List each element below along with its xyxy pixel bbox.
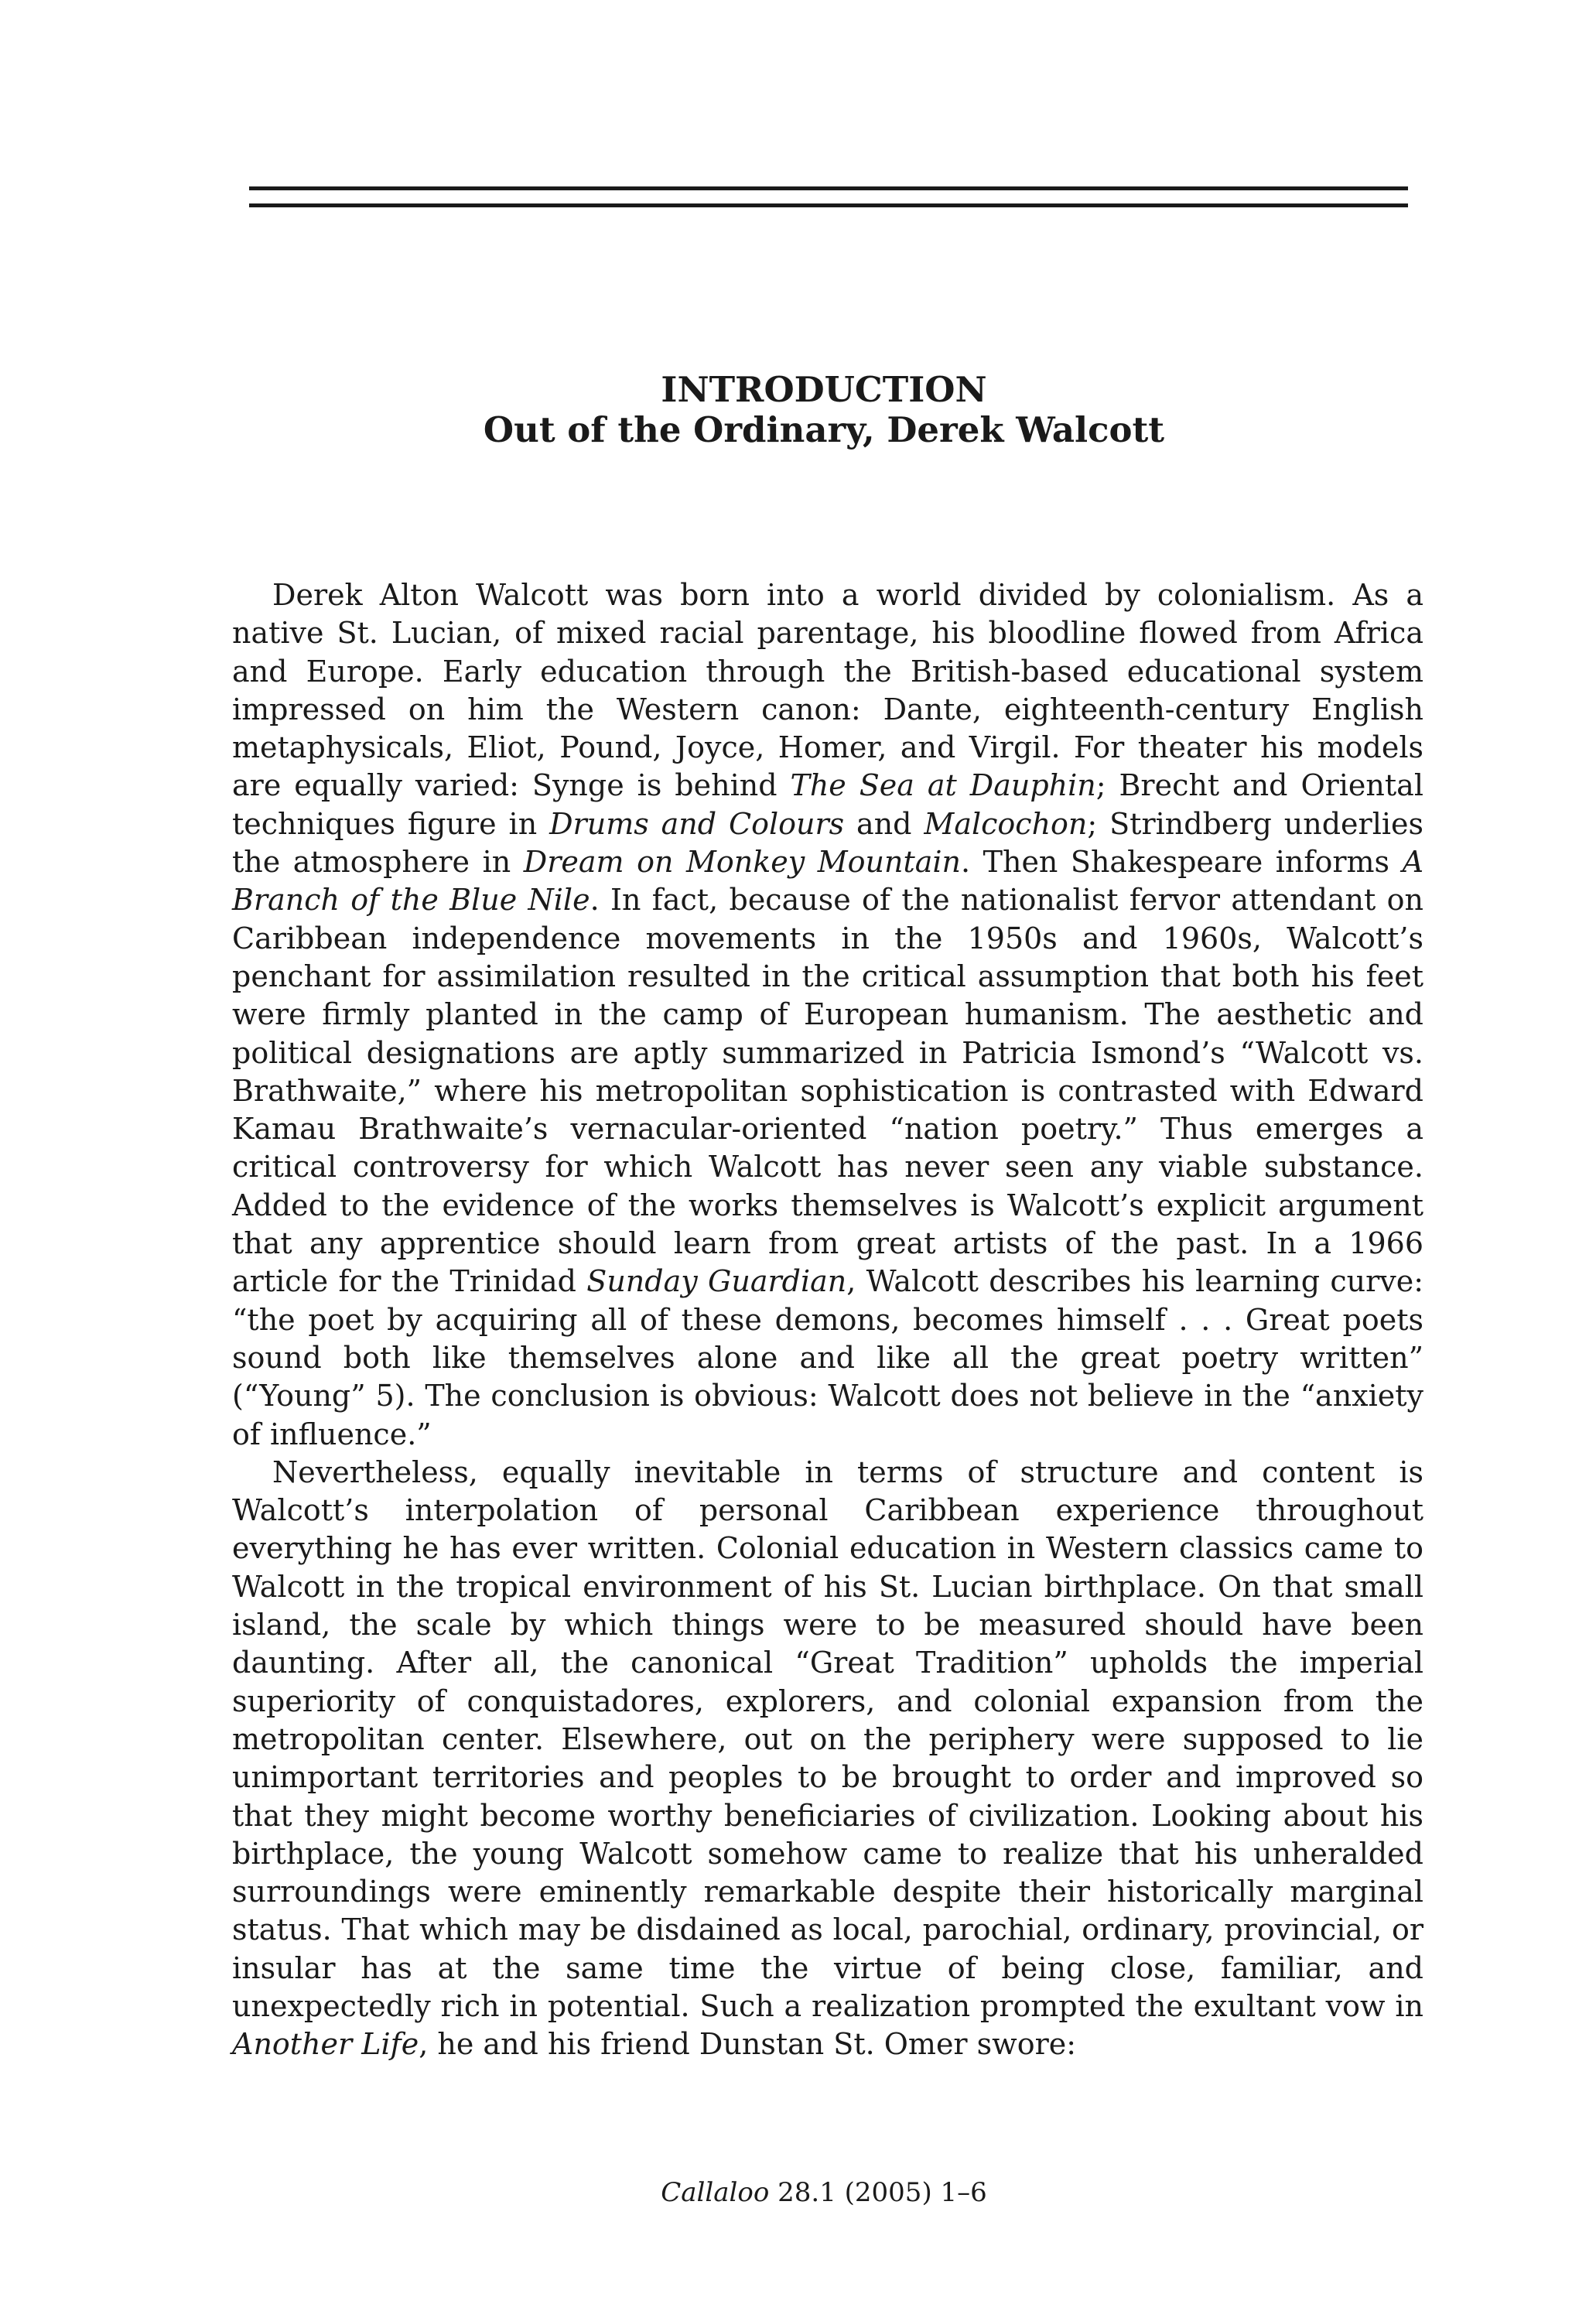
header-rule-bottom — [249, 203, 1408, 207]
italic-title: Malcochon — [924, 806, 1088, 841]
italic-title: Sunday Guardian — [586, 1264, 847, 1299]
text-run: and — [844, 806, 924, 841]
text-run: ; Brecht and Oriental techniques figure in — [232, 768, 1423, 841]
article-body — [232, 576, 1423, 2064]
text-run: , Walcott describes his learning curve: “the poet by acquiring all of these demons, becomes himself . . . Great poets sound both like themselves alone and like all the great poetry written” (“Young” 5). The conclusion is obvious: Walcott does not believe in the “anxiety of influence.” — [232, 1264, 1424, 1451]
italic-title: Drums and Colours — [549, 806, 845, 841]
italic-title: Another Life — [232, 2027, 419, 2062]
journal-name: Callaloo — [661, 2177, 770, 2208]
text-run: , he and his friend Dunstan St. Omer swore: — [419, 2027, 1077, 2062]
article-subtitle: Out of the Ordinary, Derek Walcott — [483, 409, 1165, 450]
italic-title: The Sea at Dauphin — [790, 768, 1096, 803]
paragraph-2 — [232, 1454, 1423, 2064]
italic-title: A Branch of the Blue Nile — [232, 845, 1424, 918]
italic-title: Dream on Monkey Mountain — [523, 845, 962, 880]
text-run: . In fact, because of the nationalist fervor attendant on Caribbean independence movements in the 1950s and 1960s, Walcott’s penchant for assimilation resulted in the critical assumption that both his feet were firmly planted in the camp of European humanism. The aesthetic and political designations are aptly summarized in Patricia Ismond’s “Walcott vs. Brathwaite,” where his metropolitan sophistication is contrasted with Edward Kamau Brathwaite’s vernacular-oriented “nation poetry.” Thus emerges a critical controversy for which Walcott has never seen any viable substance. Added to the evidence of the works themselves is Walcott’s explicit argument that any apprentice should learn from great artists of the past. In a 1966 article for the Trinidad — [232, 883, 1423, 1299]
page-footer — [0, 2177, 1596, 2208]
title-block — [0, 370, 1596, 450]
text-run: Derek Alton Walcott was born into a world divided by colonialism. As a native St. Lucian, of mixed racial parentage, his bloodline flowed from Africa and Europe. Early education through the British-based educational system impressed on him the Western canon: Dante, eighteenth-century English metaphysicals, Eliot, Pound, Joyce, Homer, and Virgil. For theater his models are equally varied: Synge is behind — [232, 578, 1423, 803]
header-rule-top — [249, 186, 1408, 190]
text-run: ; Strindberg underlies the atmosphere in — [232, 806, 1423, 880]
paragraph-1 — [232, 576, 1423, 1454]
text-run: . Then Shakespeare informs — [961, 845, 1403, 880]
citation-info: 28.1 (2005) 1–6 — [769, 2177, 987, 2208]
text-run: Nevertheless, equally inevitable in terms of structure and content is Walcott’s interpolation of personal Caribbean experience throughout everything he has ever written. Colonial education in Western classics came to Walcott in the tropical environment of his St. Lucian birthplace. On that small island, the scale by which things were to be measured should have been daunting. After all, the canonical “Great Tradition” upholds the imperial superiority of conquistadores, explorers, and colonial expansion from the metropolitan center. Elsewhere, out on the periphery were supposed to lie unimportant territories and peoples to be brought to order and improved so that they might become worthy beneficiaries of civilization. Looking about his birthplace, the young Walcott somehow came to realize that his unheralded surroundings were eminently remarkable despite their historically marginal status. That which may be disdained as local, parochial, ordinary, provincial, or insular has at the same time the virtue of being close, familiar, and unexpectedly rich in potential. Such a realization prompted the exultant vow in — [232, 1454, 1423, 2023]
article-title: INTRODUCTION — [661, 369, 987, 410]
